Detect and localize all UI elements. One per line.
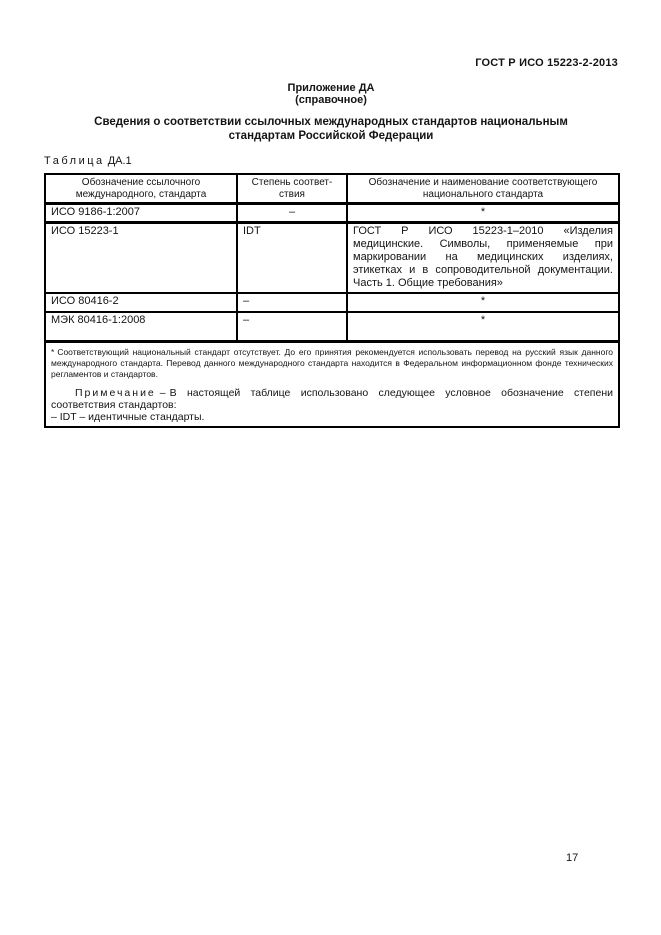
table-row — [45, 293, 619, 312]
cell-degree: – — [237, 293, 347, 312]
cell-standard: МЭК 80416-1:2008 — [45, 312, 237, 342]
cell-standard: ИСО 80416-2 — [45, 293, 237, 312]
table-row — [45, 223, 619, 294]
standards-correspondence-table — [44, 173, 620, 428]
table-caption-number: ДА.1 — [107, 155, 132, 167]
column-header-national-standard: Обозначение и наименование соответствующего национального стандарта — [347, 174, 619, 204]
cell-national: ГОСТ Р ИСО 15223-1–2010 «Изделия медицинские. Символы, применяемые при маркировании на медицинских изделиях, этикетках и в сопроводительной документации. Часть 1. Общие требования» — [347, 223, 619, 294]
cell-national: * — [347, 204, 619, 223]
table-row — [45, 312, 619, 342]
footnote-marker: * — [51, 347, 55, 357]
column-header-reference-standard: Обозначение ссылочного международного, стандарта — [45, 174, 237, 204]
footnote-paragraph — [51, 347, 613, 380]
cell-national: * — [347, 293, 619, 312]
section-title: Сведения о соответствии ссылочных международных стандартов национальным стандартам Российской Федерации — [94, 116, 568, 142]
table-footnote-row — [45, 342, 619, 427]
page-number: 17 — [566, 852, 579, 864]
note-idt-item: – IDT – идентичные стандарты. — [51, 411, 205, 423]
cell-national: * — [347, 312, 619, 342]
table-row — [45, 204, 619, 223]
footnote-cell — [45, 342, 619, 427]
cell-degree: IDT — [237, 223, 347, 294]
appendix-type: (справочное) — [295, 94, 367, 106]
cell-standard: ИСО 9186-1:2007 — [45, 204, 237, 223]
cell-standard: ИСО 15223-1 — [45, 223, 237, 294]
cell-degree: – — [237, 204, 347, 223]
note-dash: – — [159, 387, 166, 399]
footnote-text: Соответствующий национальный стандарт отсутствует. До его принятия рекомендуется использовать перевод на русский язык данного международного стандарта. Перевод данного международного стандарта находится в Федеральном информационном фонде технических регламентов и стандартов. — [51, 347, 613, 379]
note-label: Примечание — [75, 387, 156, 399]
page-content — [44, 0, 618, 428]
table-caption-word: Таблица — [44, 155, 105, 167]
cell-degree: – — [237, 312, 347, 342]
appendix-label: Приложение ДА — [287, 82, 375, 94]
note-text: В настоящей таблице использовано следующее условное обозначение степени соответствия стандартов: — [51, 387, 613, 411]
note-paragraph — [51, 388, 613, 411]
table-header-row — [45, 174, 619, 204]
document-code-header: ГОСТ Р ИСО 15223-2-2013 — [475, 57, 618, 69]
column-header-degree: Степень соответ-ствия — [237, 174, 347, 204]
table-caption — [44, 155, 618, 167]
